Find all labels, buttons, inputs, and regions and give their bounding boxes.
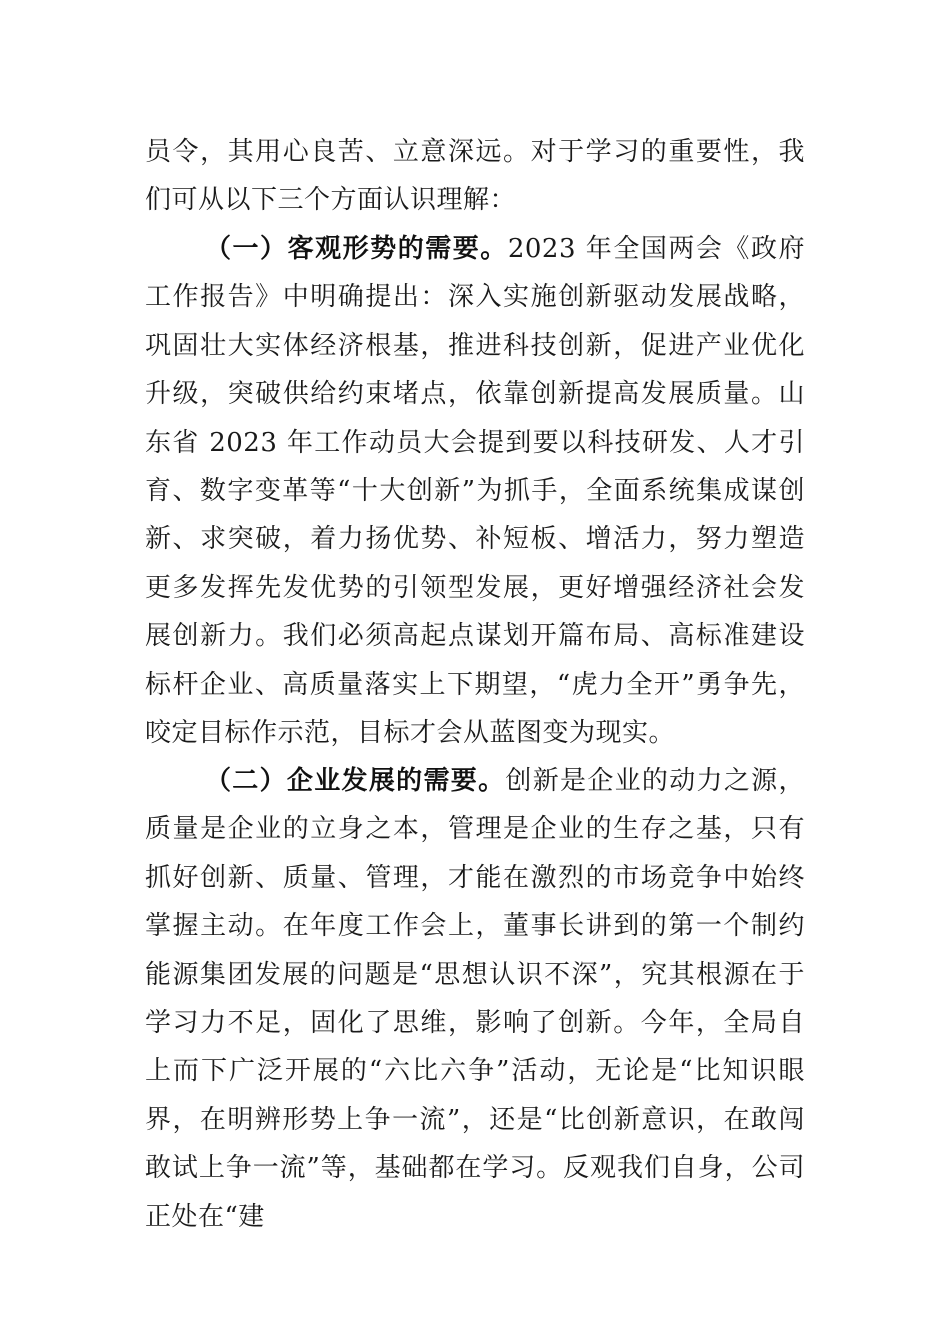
paragraph-intro-text: 员令，其用心良苦、立意深远。对于学习的重要性，我们可从以下三个方面认识理解： xyxy=(145,137,805,216)
paragraph-objective-situation xyxy=(145,225,805,757)
paragraph-objective-situation-text: 2023 年全国两会《政府工作报告》中明确提出：深入实施创新驱动发展战略，巩固壮大实体经济根基，推进科技创新，促进产业优化升级，突破供给约束堵点，依靠创新提高发展质量。山东省 2023 年工作动员大会提到要以科技研发、人才引育、数字变革等“十大创新”为抓手，全面系统集成谋创新、求突破，着力扬优势、补短板、增活力，努力塑造更多发挥先发优势的引领型发展，更好增强经济社会发展创新力。我们必须高起点谋划开篇布局、高标准建设标杆企业、高质量落实上下期望，“虎力全开”勇争先，咬定目标作示范，目标才会从蓝图变为现实。 xyxy=(145,234,805,749)
paragraph-intro xyxy=(145,128,805,225)
paragraph-enterprise-development xyxy=(145,757,805,1241)
section-heading-objective-situation: （一）客观形势的需要。 xyxy=(205,234,508,264)
paragraph-enterprise-development-text: 创新是企业的动力之源，质量是企业的立身之本，管理是企业的生存之基，只有抓好创新、质量、管理，才能在激烈的市场竞争中始终掌握主动。在年度工作会上，董事长讲到的第一个制约能源集团发展的问题是“思想认识不深”，究其根源在于学习力不足，固化了思维，影响了创新。今年，全局自上而下广泛开展的“六比六争”活动，无论是“比知识眼界，在明辨形势上争一流”，还是“比创新意识，在敢闯敢试上争一流”等，基础都在学习。反观我们自身，公司正处在“建 xyxy=(145,766,805,1232)
section-heading-enterprise-development: （二）企业发展的需要。 xyxy=(205,766,506,796)
